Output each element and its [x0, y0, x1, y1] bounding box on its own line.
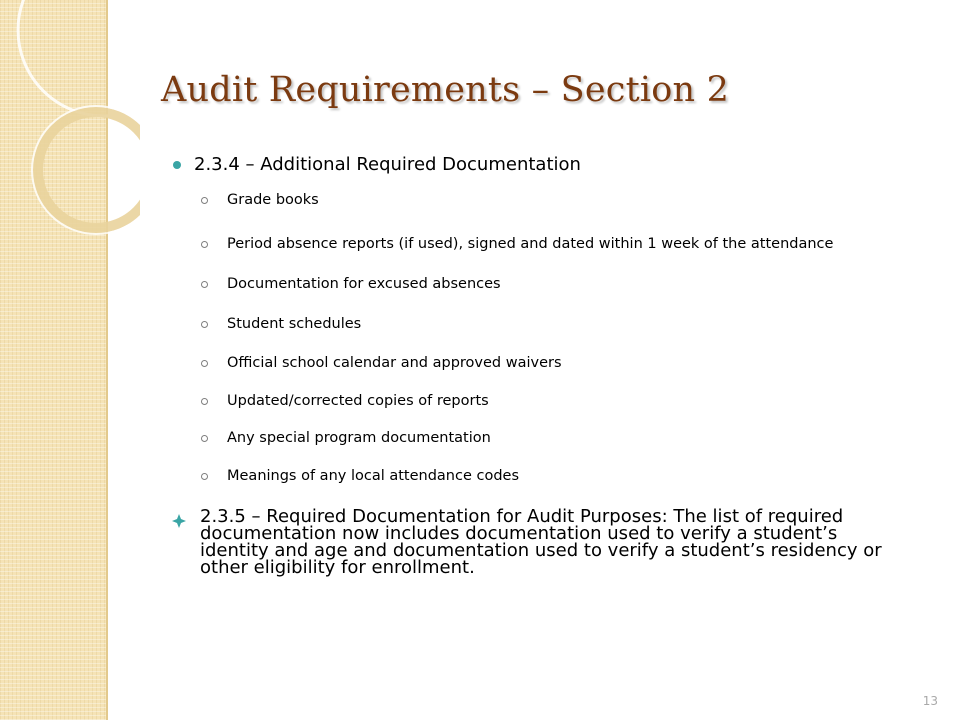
decorative-side-strip — [0, 0, 108, 720]
sub-list-item — [201, 430, 491, 446]
hollow-circle-icon — [201, 398, 208, 405]
sub-item-text: Grade books — [227, 192, 319, 208]
sub-list-item — [201, 355, 562, 371]
diamond-icon — [172, 514, 186, 528]
sub-item-text: Updated/corrected copies of reports — [227, 393, 489, 409]
hollow-circle-icon — [201, 473, 208, 480]
filled-circle-icon — [173, 161, 181, 169]
sub-list-item — [201, 468, 519, 484]
second-bullet — [172, 508, 932, 576]
sub-item-text: Student schedules — [227, 316, 362, 332]
hollow-circle-icon — [201, 360, 208, 367]
hollow-circle-icon — [201, 435, 208, 442]
sub-list-item — [201, 236, 833, 252]
sub-item-text: Meanings of any local attendance codes — [227, 468, 520, 484]
main-bullet-text: 2.3.4 – Additional Required Documentation — [194, 154, 581, 175]
slide-title: Audit Requirements – Section 2 — [161, 70, 730, 110]
sub-item-text: Any special program documentation — [227, 430, 491, 446]
sub-list-item — [201, 276, 501, 292]
sub-list-item — [201, 393, 489, 409]
hollow-circle-icon — [201, 321, 208, 328]
sub-list-item — [201, 316, 361, 332]
second-bullet-text: 2.3.5 – Required Documentation for Audit Purposes: The list of required documentation now includes documentation used to verify a student’s identity and age and documentation used to verify a student’s residency or other eligibility for enrollment. — [200, 506, 882, 578]
hollow-circle-icon — [201, 197, 208, 204]
hollow-circle-icon — [201, 281, 208, 288]
decorative-circles — [0, 0, 140, 260]
main-bullet — [173, 154, 581, 175]
sub-item-text: Documentation for excused absences — [227, 276, 501, 292]
sub-item-text: Official school calendar and approved waivers — [227, 355, 562, 371]
hollow-circle-icon — [201, 241, 208, 248]
page-number: 13 — [922, 694, 938, 708]
sub-list-item — [201, 192, 319, 208]
sub-item-text: Period absence reports (if used), signed and dated within 1 week of the attendance — [227, 236, 834, 252]
